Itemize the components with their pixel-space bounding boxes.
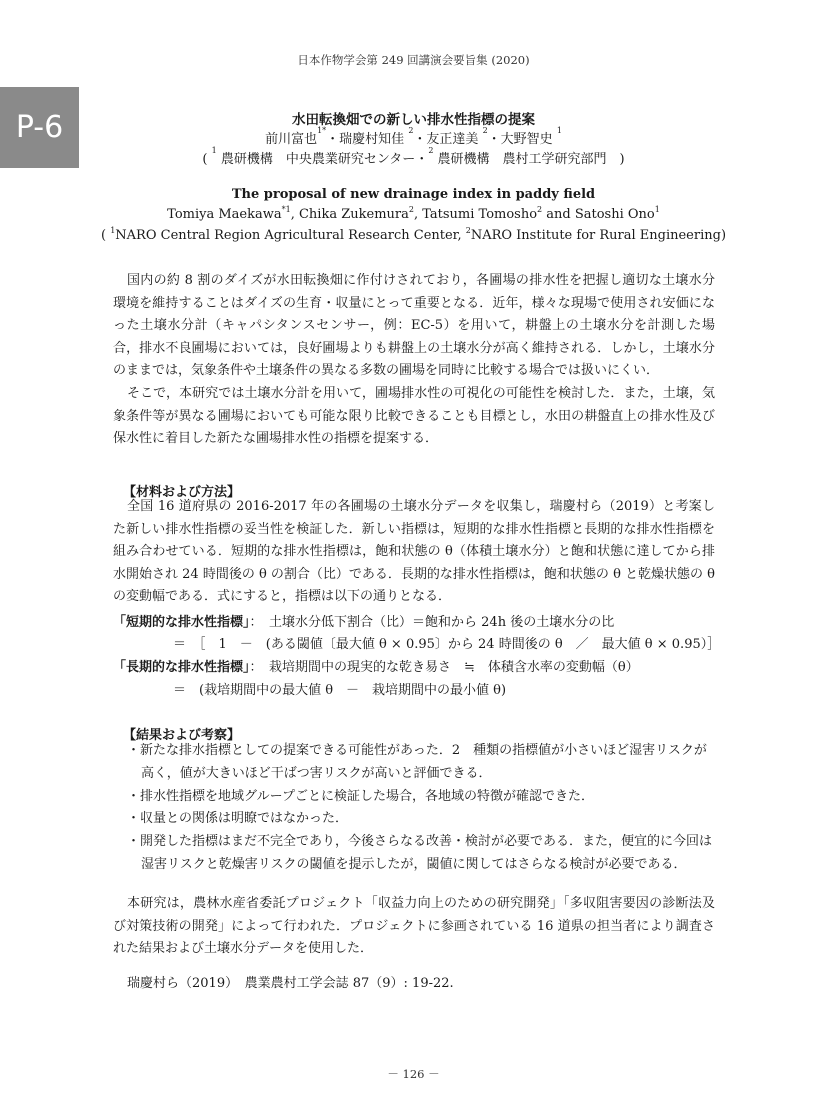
acknowledgement-paragraph: 本研究は，農林水産省委託プロジェクト「収益力向上のための研究開発」「多収阻害要因の診断法及び対策技術の開発」によって行われた．プロジェクトに参画されている 16 道県の担当者により調査された結果および土壌水分データを使用した． [113, 896, 715, 956]
methods-paragraph: 全国 16 道府県の 2016-2017 年の各圃場の土壌水分データを収集し，瑞慶村ら（2019）と考案した新しい排水性指標の妥当性を検証した．新しい指標は，短期的な排水性指標と長期的な排水性指標を組み合わせている．短期的な排水性指標は，飽和状態の θ（体積土壌水分）と飽和状態に達してから排水開始され 24 時間後の θ の割合（比）である．長期的な排水性指標は，飽和状態の θ と乾燥状態の θ の変動幅である．式にすると，指標は以下の通りとなる． [113, 499, 715, 604]
author-name: ・瑞慶村知佳 [326, 132, 405, 147]
affil-text: 農研機構 農村工学研究部門 ) [433, 152, 625, 167]
result-bullet-text: 湿害リスクと乾燥害リスクの閾値を提示したが，閾値に関してはさらなる検討が必要である． [141, 856, 687, 872]
result-bullet-text: ・開発した指標はまだ不完全であり，今後さらなる改善・検討が必要である．また，便宜的に今回は [127, 834, 713, 849]
author-affil-mark: 1* [317, 126, 327, 135]
intro-paragraph-1: 国内の約 8 割のダイズが水田転換畑に作付けされており，各圃場の排水性を把握し適切な土壌水分環境を維持することはダイズの生育・収量にとって重要となる．近年，様々な現場で使用され安価になった土壌水分計（キャパシタンスセンサー，例：EC-5）を用いて，耕盤上の土壌水分を計測した場合，排水不良圃場においては，良好圃場よりも耕盤上の土壌水分が高く維持される．しかし，土壌水分のままでは，気象条件や土壌条件の異なる多数の圃場を同時に比較する場合では扱いにくい． [113, 273, 715, 378]
affil-text: NARO Central Region Agricultural Research Center, [115, 228, 466, 243]
short-term-index-definition [113, 611, 614, 630]
author-name: and Satoshi Ono [542, 207, 655, 222]
short-term-index-label: 「短期的な排水性指標」 [113, 615, 250, 630]
affil-paren: ( [202, 152, 212, 167]
long-term-index-definition [113, 656, 639, 675]
authors-english [0, 207, 827, 222]
author-affil-mark: 1 [556, 126, 562, 135]
affiliations-english [0, 228, 827, 243]
author-affil-mark: 2 [408, 126, 414, 135]
journal-header: 日本作物学会第 249 回講演会要旨集 (2020) [297, 53, 530, 67]
result-bullet-2 [127, 786, 722, 809]
author-affil-mark: 1 [654, 205, 660, 214]
affil-text: 農研機構 中央農業研究センター・ [216, 152, 429, 167]
long-term-index-formula: ＝ (栽培期間中の最大値 θ － 栽培期間中の最小値 θ) [173, 683, 507, 698]
result-bullet-text: ・収量との関係は明瞭ではなかった． [127, 811, 349, 826]
author-name: , Chika Zukemura [290, 207, 409, 222]
affil-mark: 2 [428, 146, 434, 155]
title-english: The proposal of new drainage index in paddy field [231, 187, 596, 202]
result-bullet-1 [127, 740, 722, 785]
author-name: ・友正達美 [413, 132, 479, 147]
page-number: － 126 － [387, 1067, 440, 1081]
affil-paren: ( [100, 228, 111, 243]
author-affil-mark: 2 [482, 126, 488, 135]
poster-id-tab: P-6 [0, 87, 79, 168]
author-affil-mark: 2 [537, 205, 543, 214]
short-term-index-formula: ＝ ［ 1 － (ある閾値〔最大値 θ × 0.95〕から 24 時間後の θ ／ 最大値 θ × 0.95）］ [173, 637, 721, 652]
long-term-index-label: 「長期的な排水性指標」 [113, 660, 250, 675]
reference-entry: 瑞慶村ら（2019） 農業農村工学会誌 87（9）: 19-22. [127, 976, 454, 991]
section-heading-methods: 【材料および方法】 [123, 485, 241, 500]
affiliations-japanese [0, 148, 827, 167]
author-name: , Tatsumi Tomosho [413, 207, 538, 222]
affil-text: NARO Institute for Rural Engineering) [470, 228, 727, 243]
author-name: Tomiya Maekawa [167, 207, 282, 222]
authors-japanese [0, 128, 827, 147]
short-term-index-text: ： 土壌水分低下割合（比）＝飽和から 24h 後の土壌水分の比 [249, 615, 615, 630]
author-name: 前川富也 [265, 132, 318, 147]
result-bullet-text: ・新たな排水指標としての提案できる可能性があった．2 種類の指標値が小さいほど湿害リスクが [127, 743, 707, 758]
author-name: ・大野智史 [487, 132, 553, 147]
result-bullet-4 [127, 831, 722, 876]
long-term-index-text: ： 栽培期間中の現実的な乾き易さ ≒ 体積含水率の変動幅（θ） [249, 660, 639, 675]
section-heading-results: 【結果および考察】 [123, 728, 241, 743]
result-bullet-3 [127, 808, 722, 831]
intro-paragraph-2: そこで，本研究では土壌水分計を用いて，圃場排水性の可視化の可能性を検討した．また，土壌，気象条件等が異なる圃場においても可能な限り比較できることも目標とし，水田の耕盤直上の排水性及び保水性に着目した新たな圃場排水性の指標を提案する． [113, 386, 715, 446]
title-japanese: 水田転換畑での新しい排水性指標の提案 [292, 112, 535, 128]
affil-mark: 2 [465, 226, 471, 235]
author-affil-mark: 2 [408, 205, 414, 214]
author-affil-mark: *1 [281, 205, 291, 214]
affil-mark: 1 [211, 146, 217, 155]
result-bullet-text: 高く，値が大きいほど干ばつ害リスクが高いと評価できる． [141, 765, 492, 781]
result-bullet-text: ・排水性指標を地域グループごとに検証した場合，各地域の特徴が確認できた． [127, 789, 594, 804]
affil-mark: 1 [110, 226, 116, 235]
